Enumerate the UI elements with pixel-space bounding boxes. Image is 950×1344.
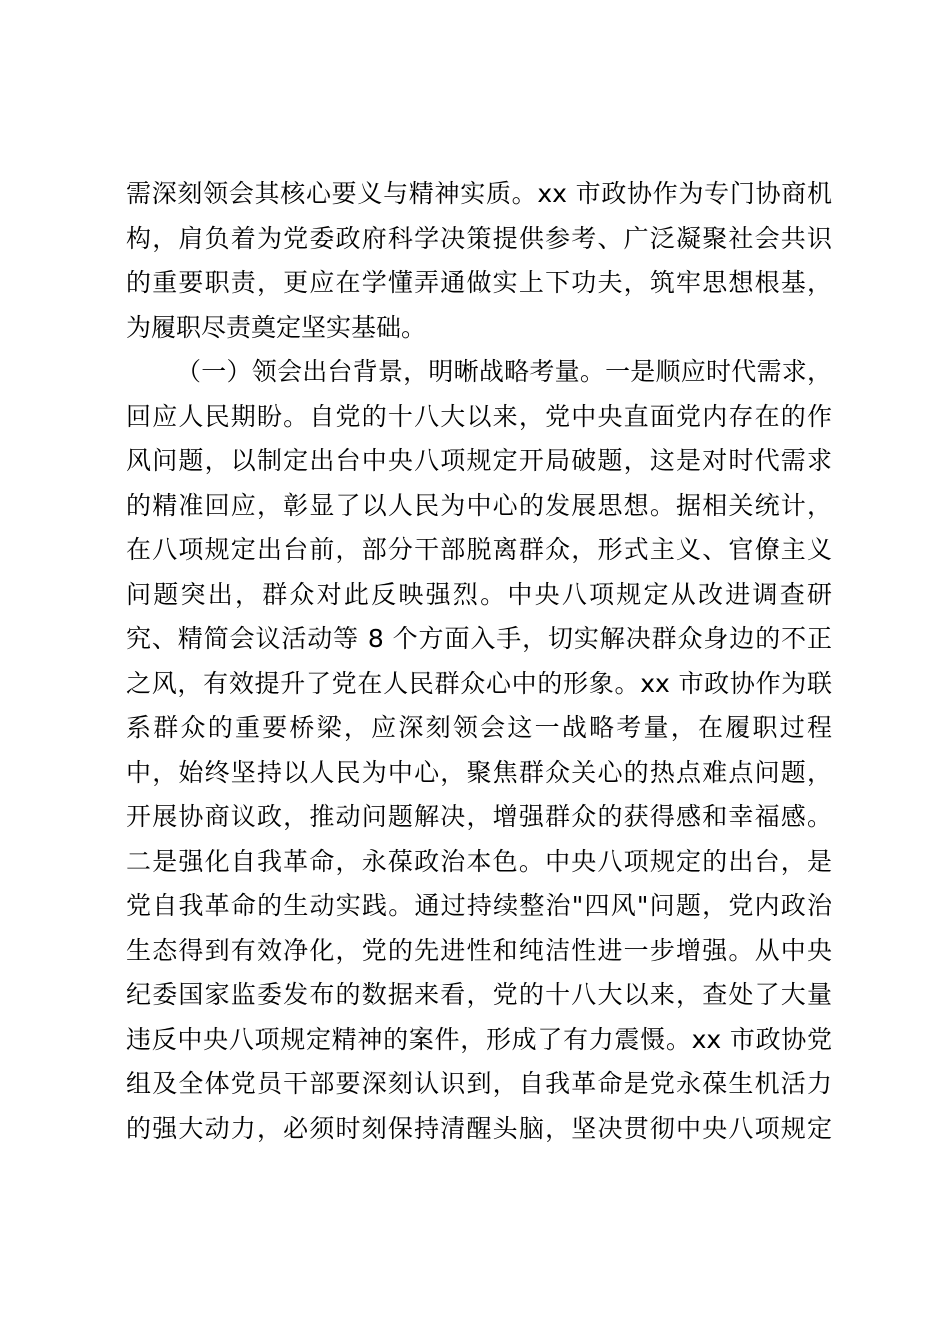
text-line: 究、精简会议活动等 8 个方面入手，切实解决群众身边的不正	[126, 624, 832, 653]
text-line: 为履职尽责奠定坚实基础。	[126, 312, 427, 342]
section-heading-line: （一）领会出台背景，明晰战略考量。一是顺应时代需求，	[176, 357, 832, 386]
text-line: 党自我革命的生动实践。通过持续整治"四风"问题，党内政治	[126, 891, 832, 920]
text-line: 中，始终坚持以人民为中心，聚焦群众关心的热点难点问题，	[126, 757, 832, 787]
text-line: 的重要职责，更应在学懂弄通做实上下功夫，筑牢思想根基，	[126, 268, 832, 297]
text-line: 问题突出，群众对此反映强烈。中央八项规定从改进调查研	[126, 579, 832, 609]
text-line: 二是强化自我革命，永葆政治本色。中央八项规定的出台，是	[126, 846, 832, 876]
text-line: 风问题，以制定出台中央八项规定开局破题，这是对时代需求	[126, 446, 832, 475]
text-line: 构，肩负着为党委政府科学决策提供参考、广泛凝聚社会共识	[126, 223, 832, 253]
text-line: 的强大动力，必须时刻保持清醒头脑，坚决贯彻中央八项规定	[126, 1113, 832, 1143]
text-line: 的精准回应，彰显了以人民为中心的发展思想。据相关统计，	[126, 490, 832, 520]
text-line: 开展协商议政，推动问题解决，增强群众的获得感和幸福感。	[126, 802, 832, 831]
text-line: 回应人民期盼。自党的十八大以来，党中央直面党内存在的作	[126, 401, 832, 431]
text-line: 组及全体党员干部要深刻认识到，自我革命是党永葆生机活力	[126, 1069, 832, 1098]
body-text	[126, 172, 832, 1151]
text-line: 生态得到有效净化，党的先进性和纯洁性进一步增强。从中央	[126, 935, 832, 965]
text-line: 纪委国家监委发布的数据来看，党的十八大以来，查处了大量	[126, 980, 832, 1009]
text-line: 需深刻领会其核心要义与精神实质。xx 市政协作为专门协商机	[126, 179, 832, 208]
text-line: 之风，有效提升了党在人民群众心中的形象。xx 市政协作为联	[126, 668, 832, 698]
text-line: 系群众的重要桥梁，应深刻领会这一战略考量，在履职过程	[126, 713, 832, 742]
text-line: 违反中央八项规定精神的案件，形成了有力震慑。xx 市政协党	[126, 1024, 832, 1054]
text-line: 在八项规定出台前，部分干部脱离群众，形式主义、官僚主义	[126, 535, 832, 564]
